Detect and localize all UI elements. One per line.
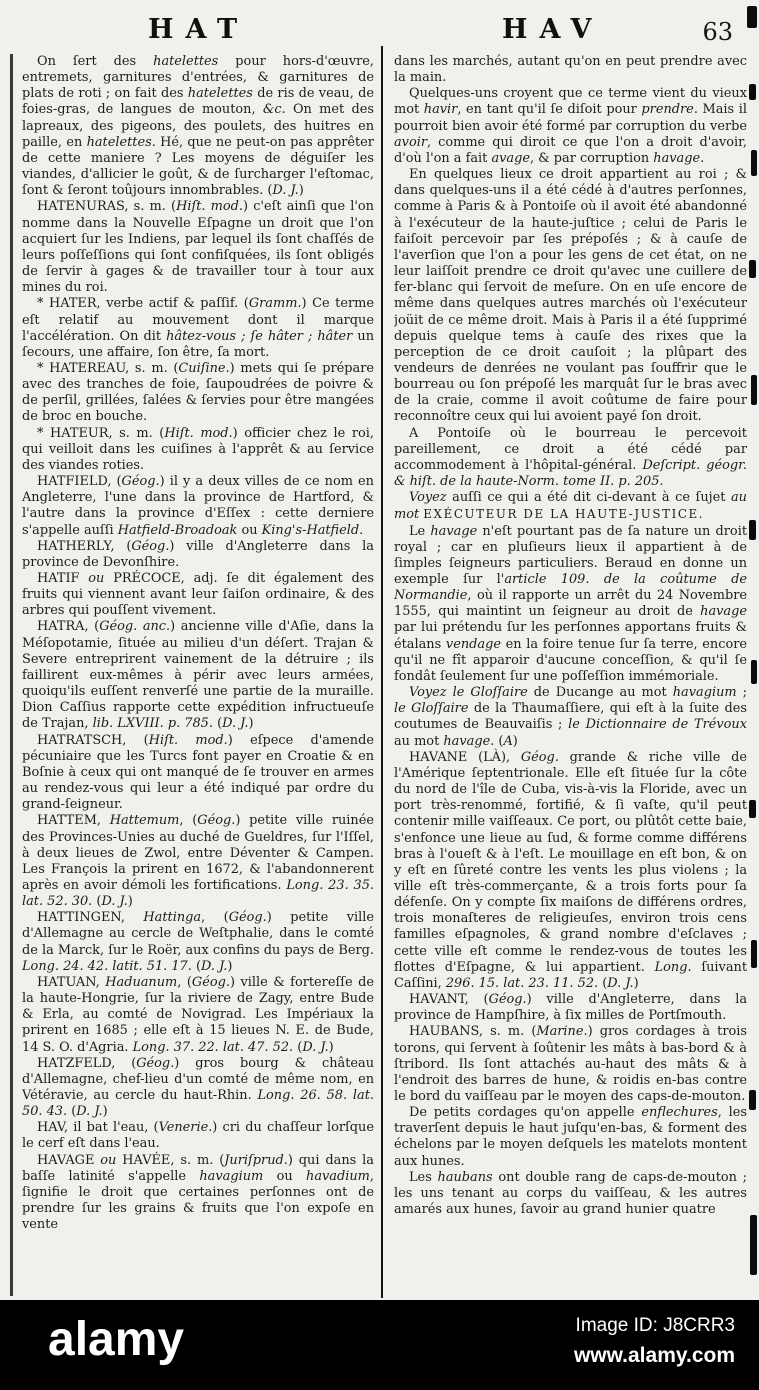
page-number: 63 <box>702 18 733 46</box>
entry-paragraph: Les haubans ont double rang de caps-de-mouton ; les uns tenant au corps du vaiſſeau, & les autres amarés aux hunes, ſavoir au grand hunier quatre <box>394 1169 747 1218</box>
entry-paragraph: Voyez le Gloſſaire de Ducange au mot havagium ; le Gloſſaire de la Thaumaſſiere, qui eſt à la ſuite des coutumes de Beauvaiſis ; le Dictionnaire de Trévoux au mot havage. (A) <box>394 685 747 749</box>
entry-paragraph: HATHERLY, (Géog.) ville d'Angleterre dans la province de Devonſhire. <box>22 538 374 570</box>
alamy-logo: alamy <box>48 1313 185 1366</box>
entry-paragraph: * HATER, verbe actif & paſſif. (Gramm.) Ce terme eſt relatif au mouvement dont il marque l'accélération. On dit hâtez-vous ; ſe hâter ; hâter un ſecours, une affaire, ſon être, ſa mort. <box>22 296 374 360</box>
scan-edge-mark <box>751 940 757 968</box>
entry-paragraph: En quelques lieux ce droit appartient au roi ; & dans quelques-uns il a été cédé à d'autres perſonnes, comme à Paris & à Pontoiſe où il avoit été abandonné à l'exécuteur de la haute-juſtice ; celui de Paris le faiſoit percevoir par ſes prépoſés ; & à cauſe de l'averſion que l'on a pour les gens de cet état, on ne leur laiſſoit prendre ce droit qu'avec une cuillere de fer-blanc qui ſervoit de meſure. On en uſe encore de même dans quelques autres marchés où l'exécuteur joüit de ce même droit. Mais à Paris il a été ſupprimé depuis quelque tems à cauſe des rixes que la perception de ce droit cauſoit ; la plûpart des vendeurs de denrées ne voulant pas ſouffrir que le bourreau ou ſon prépoſé les marquât ſur le bras avec de la craie, comme il avoit coûtume de faire pour reconnoître ceux qui lui avoient payé ſon droit. <box>394 167 747 425</box>
entry-paragraph: HAUBANS, s. m. (Marine.) gros cordages à trois torons, qui ſervent à ſoûtenir les mâts à bas-bord & à ſtribord. Ils ſont attachés au-haut des mâts & à l'endroit des barres de hune, & roidis en-bas contre le bord du vaiſſeau par le moyen des caps-de-mouton. <box>394 1024 747 1104</box>
text-body <box>0 52 759 1300</box>
entry-paragraph: HAV, il bat l'eau, (Venerie.) cri du chaſſeur lorſque le cerf eſt dans l'eau. <box>22 1120 374 1152</box>
entry-paragraph: HATRA, (Géog. anc.) ancienne ville d'Aſie, dans la Méſopotamie, ſituée au milieu d'un déſert. Trajan & Severe entreprirent vainement de la détruire ; ils faillirent eux-mêmes à périr avec leurs armées, quoiqu'ils euſſent renverſé une partie de la muraille. Dion Caſſius rapporte cette expédition infructueuſe de Trajan, lib. LXVIII. p. 785. (D. J.) <box>22 619 374 732</box>
scan-edge-mark <box>749 260 756 278</box>
entry-paragraph: HATZFELD, (Géog.) gros bourg & château d'Allemagne, chef-lieu d'un comté de même nom, en Vétéravie, au cercle du haut-Rhin. Long. 26. 58. lat. 50. 43. (D. J.) <box>22 1055 374 1120</box>
header-keyword-left: HAT <box>148 14 250 45</box>
scan-edge-mark <box>750 1215 757 1275</box>
scan-edge-mark <box>749 1090 756 1110</box>
entry-paragraph: HATFIELD, (Géog.) il y a deux villes de ce nom en Angleterre, l'une dans la province de Hartford, & l'autre dans la province d'Eſſex : cette derniere s'appelle auſſi Hatfield-Broadoak ou King's-Hatfield. <box>22 474 374 538</box>
alamy-url: www.alamy.com <box>573 1344 735 1367</box>
entry-paragraph: * HATEREAU, s. m. (Cuiſine.) mets qui ſe prépare avec des tranches de foie, ſaupoudrées de poivre & de perſil, grillées, ſalées & ſervies pour être mangées de broc en bouche. <box>22 360 374 425</box>
entry-paragraph: De petits cordages qu'on appelle enflechures, les traverſent depuis le haut juſqu'en-bas, & forment des échelons par le moyen deſquels les matelots montent aux hunes. <box>394 1105 747 1169</box>
entry-paragraph: HATENURAS, s. m. (Hiſt. mod.) c'eſt ainſi que l'on nomme dans la Nouvelle Eſpagne un droit que l'on acquiert ſur les Indiens, par lequel ils ſont chaſſés de leurs poſſeſſions qui ſont confiſquées, ils ſont obligés de ſervir à gages & de travailler tour à tour aux mines du roi. <box>22 199 374 296</box>
scan-edge-mark <box>749 84 756 100</box>
entry-paragraph: HATUAN, Haduanum, (Géog.) ville & fortereſſe de la haute-Hongrie, ſur la riviere de Zagy, entre Bude & Erla, au comté de Novigrad. Les Impériaux la prirent en 1685 ; elle eſt à 15 lieues N. E. de Bude, 14 S. O. d'Agria. Long. 37. 22. lat. 47. 52. (D. J.) <box>22 974 374 1055</box>
watermark-bar <box>0 1300 759 1390</box>
image-credit <box>574 1315 735 1368</box>
scan-edge-mark <box>749 520 756 540</box>
entry-paragraph: dans les marchés, autant qu'on en peut prendre avec la main. <box>394 54 747 86</box>
column-divider-rule <box>381 46 383 1298</box>
entry-paragraph: HAVANT, (Géog.) ville d'Angleterre, dans la province de Hampſhire, à ſix milles de Portſmouth. <box>394 992 747 1024</box>
left-column <box>22 54 374 1298</box>
entry-paragraph: HATRATSCH, (Hiſt. mod.) eſpece d'amende pécuniaire que les Turcs font payer en Croatie & en Boſnie à ceux qui ont manqué de ſe trouver en armes au rendez-vous qui leur a été indiqué par ordre du grand-ſeigneur. <box>22 732 374 813</box>
scan-edge-mark <box>751 375 757 405</box>
entry-paragraph: Voyez auſſi ce qui a été dit ci-devant à ce ſujet au mot EXÉCUTEUR DE LA HAUTE-JUSTICE. <box>394 490 747 523</box>
page-header <box>0 10 759 50</box>
entry-paragraph: Le havage n'eſt pourtant pas de ſa nature un droit royal ; car en pluſieurs lieux il appartient à de ſimples ſeigneurs particuliers. Beraud en donne un exemple ſur l'article 109. de la coûtume de Normandie, où il rapporte un arrêt du 24 Novembre 1555, qui maintint un ſeigneur au droit de havage par lui prétendu ſur les perſonnes apportans fruits & étalans vendage en la foire tenue ſur ſa terre, encore qu'il ne fît apparoir d'aucune conceſſion, & qu'il ſe fondât ſeulement ſur une poſſeſſion immémoriale. <box>394 523 747 684</box>
right-column <box>394 54 747 1298</box>
scan-edge-mark <box>747 6 757 28</box>
entry-paragraph: HATIF ou PRÉCOCE, adj. ſe dit également des fruits qui viennent avant leur ſaiſon ordinaire, & des arbres qui pouſſent vivement. <box>22 571 374 619</box>
scan-edge-mark <box>751 660 757 684</box>
header-keyword-right: HAV <box>502 14 604 45</box>
entry-paragraph: HAVAGE ou HAVÉE, s. m. (Juriſprud.) qui dans la baſſe latinité s'appelle havagium ou havadium, ſignifie le droit que certaines perſonnes ont de prendre ſur les grains & fruits que l'on expoſe en vente <box>22 1152 374 1233</box>
entry-paragraph: On ſert des hatelettes pour hors-d'œuvre, entremets, garnitures d'entrées, & garnitures de plats de roti ; on fait des hatelettes de ris de veau, de foies-gras, de langues de mouton, &c. On met des lapreaux, des pigeons, des poulets, des huitres en paille, en hatelettes. Hé, que ne peut-on pas apprêter de cette maniere ? Les moyens de déguiſer les viandes, d'allicier le goût, & de ſurcharger l'eſtomac, ſont & ſeront toûjours innombrables. (D. J.) <box>22 54 374 199</box>
entry-paragraph: HAVANE (LÀ), Géog. grande & riche ville de l'Amérique ſeptentrionale. Elle eſt ſituée ſur la côte du nord de l'île de Cuba, vis-à-vis la Floride, avec un port très-renommé, fortifié, & ſi vaſte, qu'il peut contenir mille vaiſſeaux. Ce port, ou plûtôt cette baie, s'enfonce une lieue au ſud, & forme comme différens bras à l'oueſt & à l'eſt. Le mouillage en eſt bon, & on y eſt en ſûreté contre les vents les plus violens ; la ville eſt très-commerçante, & a trois forts pour ſa défenſe. On y compte ſix maiſons de différens ordres, trois monaſteres de religieuſes, environ trois cens familles eſpagnoles, & grand nombre d'eſclaves ; cette ville eſt comme le rendez-vous de toutes les flottes d'Eſpagne, & lui appartient. Long. ſuivant Caſſini, 296. 15. lat. 23. 11. 52. (D. J.) <box>394 749 747 991</box>
entry-paragraph: * HATEUR, s. m. (Hiſt. mod.) officier chez le roi, qui veilloit dans les cuiſines à l'apprêt & au ſervice des viandes roties. <box>22 425 374 473</box>
entry-paragraph: HATTEM, Hattemum, (Géog.) petite ville ruinée des Provinces-Unies au duché de Gueldres, ſur l'Iſſel, à deux lieues de Zwol, entre Déventer & Campen. Les François la prirent en 1672, & l'abandonnerent après en avoir démoli les fortifications. Long. 23. 35. lat. 52. 30. (D. J.) <box>22 813 374 910</box>
entry-paragraph: A Pontoiſe où le bourreau le percevoit pareillement, ce droit a été cédé par accommodement à l'hôpital-général. Deſcript. géogr. & hiſt. de la haute-Norm. tome II. p. 205. <box>394 425 747 490</box>
entry-paragraph: HATTINGEN, Hattinga, (Géog.) petite ville d'Allemagne au cercle de Weſtphalie, dans le comté de la Marck, ſur le Roër, aux confins du pays de Berg. Long. 24. 42. latit. 51. 17. (D. J.) <box>22 910 374 974</box>
image-id-label: Image ID: J8CRR3 <box>575 1315 735 1336</box>
entry-paragraph: Quelques-uns croyent que ce terme vient du vieux mot havir, en tant qu'il ſe diſoit pour prendre. Mais il pourroit bien avoir été formé par corruption du verbe avoir, comme qui diroit ce que l'on a droit d'avoir, d'où l'on a fait avage, & par corruption havage. <box>394 86 747 166</box>
scan-edge-mark <box>751 150 757 176</box>
scan-left-edge-artifact <box>10 54 13 1296</box>
scan-edge-mark <box>749 800 756 818</box>
